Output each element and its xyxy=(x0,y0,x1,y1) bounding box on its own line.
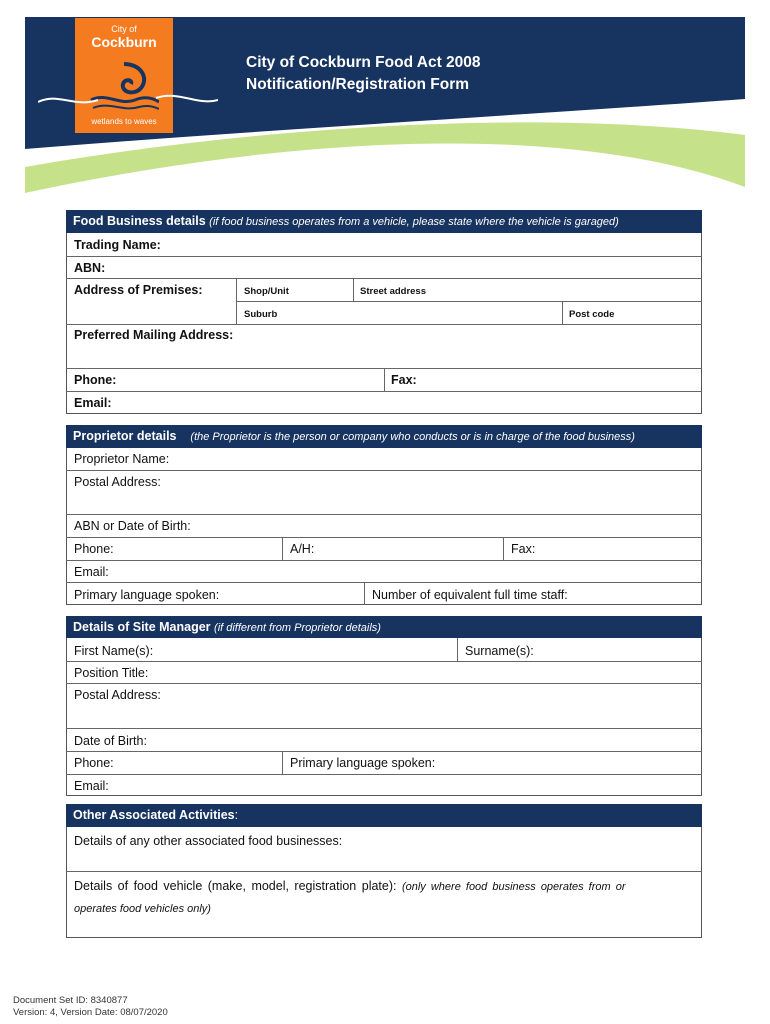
proprietor-heading-note: (the Proprietor is the person or company who conducts or is in charge of the food business) xyxy=(190,431,635,443)
post-code-label: Post code xyxy=(569,309,615,320)
divider xyxy=(66,470,702,471)
preferred-mailing-address-label: Preferred Mailing Address: xyxy=(74,328,234,342)
manager-phone-label: Phone: xyxy=(74,756,114,770)
divider xyxy=(384,368,385,391)
cockburn-logo xyxy=(75,18,173,133)
suburb-label: Suburb xyxy=(244,309,278,320)
form-title-line1: City of Cockburn Food Act 2008 xyxy=(246,54,481,71)
divider xyxy=(353,278,354,301)
divider xyxy=(66,582,702,583)
proprietor-phone-label: Phone: xyxy=(74,542,114,556)
divider xyxy=(66,537,702,538)
trading-name-label: Trading Name: xyxy=(74,238,161,252)
food-business-heading xyxy=(66,210,702,233)
divider xyxy=(457,638,458,661)
divider xyxy=(66,728,702,729)
site-manager-heading xyxy=(66,616,702,638)
surnames-label: Surname(s): xyxy=(465,644,534,658)
proprietor-email-label: Email: xyxy=(74,565,109,579)
abn-dob-label: ABN or Date of Birth: xyxy=(74,519,191,533)
divider xyxy=(66,514,702,515)
proprietor-ah-label: A/H: xyxy=(290,542,315,556)
divider xyxy=(66,871,702,872)
site-manager-heading-note: (if different from Proprietor details) xyxy=(214,622,381,634)
street-address-label: Street address xyxy=(360,286,427,297)
logo-wave-lines xyxy=(38,88,218,112)
proprietor-name-label: Proprietor Name: xyxy=(74,452,170,466)
food-vehicle-note-line2 xyxy=(74,901,211,915)
divider xyxy=(282,751,283,774)
food-vehicle-label xyxy=(74,879,626,893)
divider xyxy=(66,391,702,392)
other-activities-heading-colon: : xyxy=(234,808,239,822)
divider xyxy=(66,661,702,662)
associated-businesses-label: Details of any other associated food businesses: xyxy=(74,834,343,848)
food-business-heading-title: Food Business details xyxy=(73,214,206,228)
food-vehicle-note-2: operates food vehicles only) xyxy=(74,903,211,915)
proprietor-postal-address-label: Postal Address: xyxy=(74,475,161,489)
manager-language-label: Primary language spoken: xyxy=(290,756,436,770)
other-activities-heading xyxy=(66,804,702,827)
abn-label: ABN: xyxy=(74,261,106,275)
shop-unit-label: Shop/Unit xyxy=(244,286,289,297)
food-vehicle-note-1: (only where food business operates from or xyxy=(401,881,626,893)
manager-postal-address-label: Postal Address: xyxy=(74,688,161,702)
food-vehicle-label-text: Details of food vehicle (make, model, registration plate): xyxy=(74,879,397,893)
logo-tagline: wetlands to waves xyxy=(91,117,157,126)
divider xyxy=(66,751,702,752)
food-business-heading-note: (if food business operates from a vehicle, please state where the vehicle is garaged) xyxy=(209,216,619,228)
divider xyxy=(66,774,702,775)
divider xyxy=(562,301,563,324)
full-time-staff-label: Number of equivalent full time staff: xyxy=(372,588,568,602)
proprietor-language-label: Primary language spoken: xyxy=(74,588,220,602)
position-title-label: Position Title: xyxy=(74,666,149,680)
manager-dob-label: Date of Birth: xyxy=(74,734,147,748)
divider xyxy=(66,324,702,325)
logo-line1: City of xyxy=(111,24,137,34)
logo-line2: Cockburn xyxy=(91,34,157,50)
proprietor-heading xyxy=(66,425,702,448)
proprietor-fax-label: Fax: xyxy=(511,542,536,556)
divider xyxy=(364,582,365,605)
divider xyxy=(236,301,702,302)
proprietor-heading-title: Proprietor details xyxy=(73,429,177,443)
divider xyxy=(503,537,504,560)
other-activities-heading-title: Other Associated Activities xyxy=(73,808,235,822)
site-manager-heading-title: Details of Site Manager xyxy=(73,620,211,634)
phone-label: Phone: xyxy=(74,373,117,387)
version-info: Version: 4, Version Date: 08/07/2020 xyxy=(13,1007,168,1018)
email-label: Email: xyxy=(74,396,112,410)
divider xyxy=(66,560,702,561)
manager-email-label: Email: xyxy=(74,779,109,793)
form-title-line2: Notification/Registration Form xyxy=(246,76,470,93)
divider xyxy=(66,278,702,279)
document-set-id: Document Set ID: 8340877 xyxy=(13,995,128,1006)
fax-label: Fax: xyxy=(391,373,417,387)
divider xyxy=(282,537,283,560)
first-names-label: First Name(s): xyxy=(74,644,154,658)
divider xyxy=(66,256,702,257)
address-of-premises-label: Address of Premises: xyxy=(74,283,203,297)
divider xyxy=(66,683,702,684)
